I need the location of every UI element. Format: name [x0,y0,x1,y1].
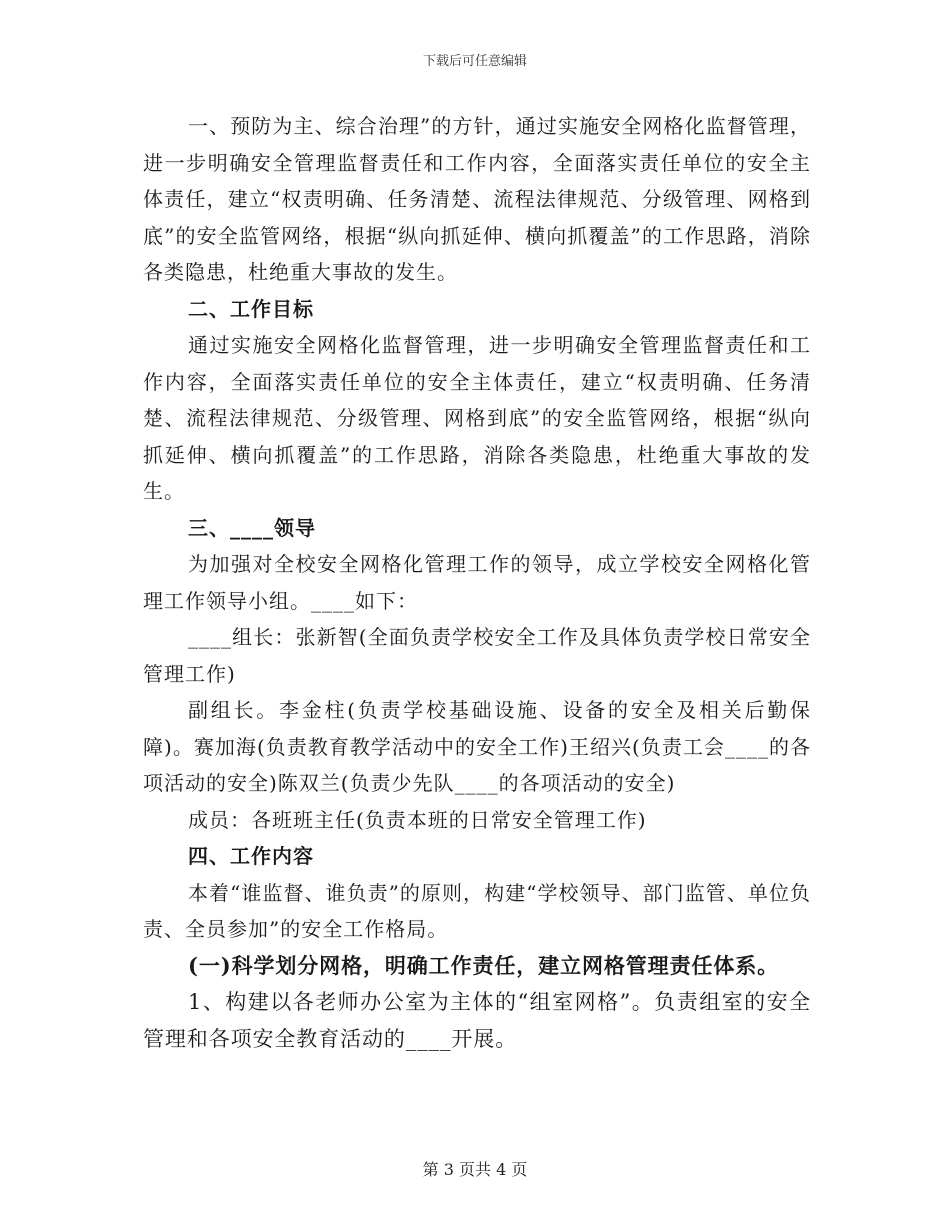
document-body [143,108,811,1057]
paragraph-office-grid: 1、构建以各老师办公室为主体的“组室网格”。负责组室的安全管理和各项安全教育活动的____开展。 [143,990,811,1051]
page-footer: 第 3 页共 4 页 [422,1160,528,1179]
paragraph-deputy-leaders: 副组长。李金柱(负责学校基础设施、设备的安全及相关后勤保障)。赛加海(负责教育教学活动中的安全工作)王绍兴(负责工会____的各项活动的安全)陈双兰(负责少先队____的各项活动的安全) [143,698,811,795]
paragraph-leadership: 为加强对全校安全网格化管理工作的领导，成立学校安全网格化管理工作领导小组。____如下： [143,552,811,613]
page-header: 下载后可任意编辑 [422,54,527,69]
heading-leadership: 三、____领导 [188,515,316,540]
heading-grid-division: (一)科学划分网格，明确工作责任，建立网格管理责任体系。 [188,952,780,978]
heading-work-goals: 二、工作目标 [188,296,314,321]
paragraph-intro: 一、预防为主、综合治理”的方针，通过实施安全网格化监督管理，进一步明确安全管理监督责任和工作内容，全面落实责任单位的安全主体责任，建立“权责明确、任务清楚、流程法律规范、分级管理、网格到底”的安全监管网络，根据“纵向抓延伸、横向抓覆盖”的工作思路，消除各类隐患，杜绝重大事故的发生。 [143,114,811,284]
paragraph-principle: 本着“谁监督、谁负责”的原则，构建“学校领导、部门监管、单位负责、全员参加”的安全工作格局。 [143,880,811,941]
paragraph-group-leader: ____组长：张新智(全面负责学校安全工作及具体负责学校日常安全管理工作) [143,625,811,686]
paragraph-members: 成员：各班班主任(负责本班的日常安全管理工作) [188,807,647,832]
heading-work-content: 四、工作内容 [188,844,314,868]
paragraph-goals: 通过实施安全网格化监督管理，进一步明确安全管理监督责任和工作内容，全面落实责任单位的安全主体责任，建立“权责明确、任务清楚、流程法律规范、分级管理、网格到底”的安全监管网络，根据“纵向抓延伸、横向抓覆盖”的工作思路，消除各类隐患，杜绝重大事故的发生。 [143,333,811,503]
